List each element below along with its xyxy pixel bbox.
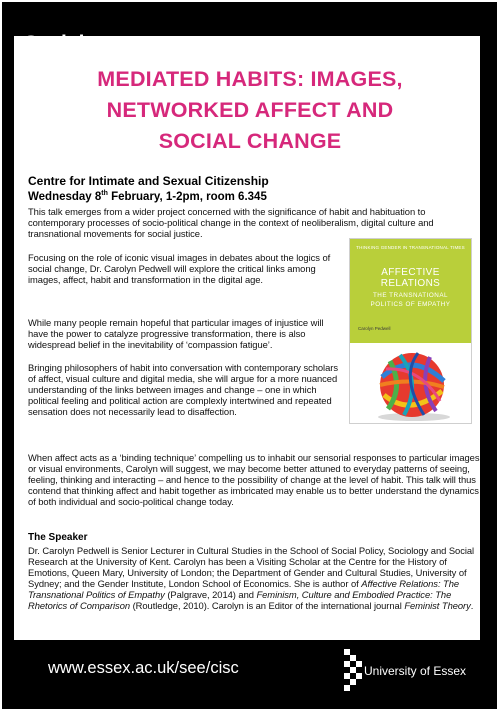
date-suffix-ordinal: th bbox=[101, 190, 108, 198]
paragraph-argument: Bringing philosophers of habit into conversation with contemporary scholars of affect, visual culture and digital media, she will argue for a more nuanced understanding of the links between images and change – one in which political feeling and political action are complexly intertwined and repeated sensation does not necessarily lead to disaffection. bbox=[28, 362, 338, 417]
journal-title: Feminist Theory bbox=[404, 599, 471, 611]
intro-paragraph: This talk emerges from a wider project concerned with the significance of habit and habituation to contemporary processes of socio-political change in the context of neoliberalism, digital culture and transnational movements for social justice. bbox=[28, 206, 434, 239]
bio-text-2: (Palgrave, 2014) and bbox=[164, 588, 257, 600]
speaker-heading: The Speaker bbox=[28, 532, 88, 543]
book-title-2: Feminism, Culture and Embodied Practice: The Rhetorics of Comparison bbox=[28, 588, 452, 611]
book-cover-subtitle bbox=[350, 291, 471, 309]
university-name: University of Essex bbox=[364, 664, 467, 678]
bio-text-4: . bbox=[470, 599, 474, 611]
paragraph-compassion: While many people remain hopeful that particular images of injustice will have the power to catalyze progressive transformation, there is also widespread belief in the inevitability of ‘compassion fatigue’. bbox=[28, 317, 324, 350]
rubber-band-ball-illustration bbox=[360, 347, 464, 423]
title-line-3: SOCIAL CHANGE bbox=[158, 129, 342, 153]
title-line-1: MEDIATED HABITS: IMAGES, bbox=[97, 67, 403, 91]
book-subtitle-line-2: POLITICS OF EMPATHY bbox=[370, 301, 451, 308]
book-cover-author: Carolyn Pedwell bbox=[358, 326, 391, 331]
book-title-1: Affective Relations: The Transnational Politics of Empathy bbox=[28, 577, 460, 600]
footer-website-link[interactable]: www.essex.ac.uk/see/cisc bbox=[48, 659, 239, 677]
book-subtitle-line-1: THE TRANSNATIONAL bbox=[372, 292, 449, 299]
paragraph-focus: Focusing on the role of iconic visual images in debates about the logics of social change, Dr. Carolyn Pedwell will explore the critical links among images, affect, habit and transformation in the digital age. bbox=[28, 252, 331, 285]
speaker-bio bbox=[28, 546, 480, 611]
title-line-2: NETWORKED AFFECT AND bbox=[106, 98, 394, 122]
book-cover-title: AFFECTIVE RELATIONS bbox=[380, 267, 441, 289]
date-time-room: February, 1-2pm, room 6.345 bbox=[107, 191, 267, 203]
paragraph-binding: When affect acts as a ‘binding technique’ compelling us to inhabit our sensorial responses to particular images or visual environments, Carolyn will suggest, we may become better attuned to everyday patterns of seeing, feeling, thinking and interacting – and hence to the possibility of change at the level of habit. This talk will thus contend that thinking affect and habit together as imbricated may enable us to better understand the dynamics of both individual and socio-political change today. bbox=[28, 452, 480, 507]
university-of-essex-logo-icon bbox=[344, 649, 362, 691]
centre-name: Centre for Intimate and Sexual Citizenship bbox=[28, 174, 269, 188]
bio-text-1: Dr. Carolyn Pedwell is Senior Lecturer in Cultural Studies in the School of Social Policy, Sociology and Social Research at the University of Kent. Carolyn has been a Visiting Scholar at the Centre for the History of Emotions, Queen Mary, University of London; the Department of Gender and Cultural Studies, University of Sydney; and the Gender Institute, London School of Economics. She is author of bbox=[28, 545, 475, 589]
sociology-brand: Sociology bbox=[24, 32, 120, 55]
event-title bbox=[30, 64, 470, 157]
date-prefix: Wednesday 8 bbox=[28, 191, 102, 203]
book-cover-image bbox=[349, 238, 472, 424]
book-series: THINKING GENDER IN TRANSNATIONAL TIMES bbox=[356, 245, 465, 250]
bio-text-3: (Routledge, 2010). Carolyn is an Editor of the international journal bbox=[130, 599, 405, 611]
event-date bbox=[28, 191, 267, 203]
